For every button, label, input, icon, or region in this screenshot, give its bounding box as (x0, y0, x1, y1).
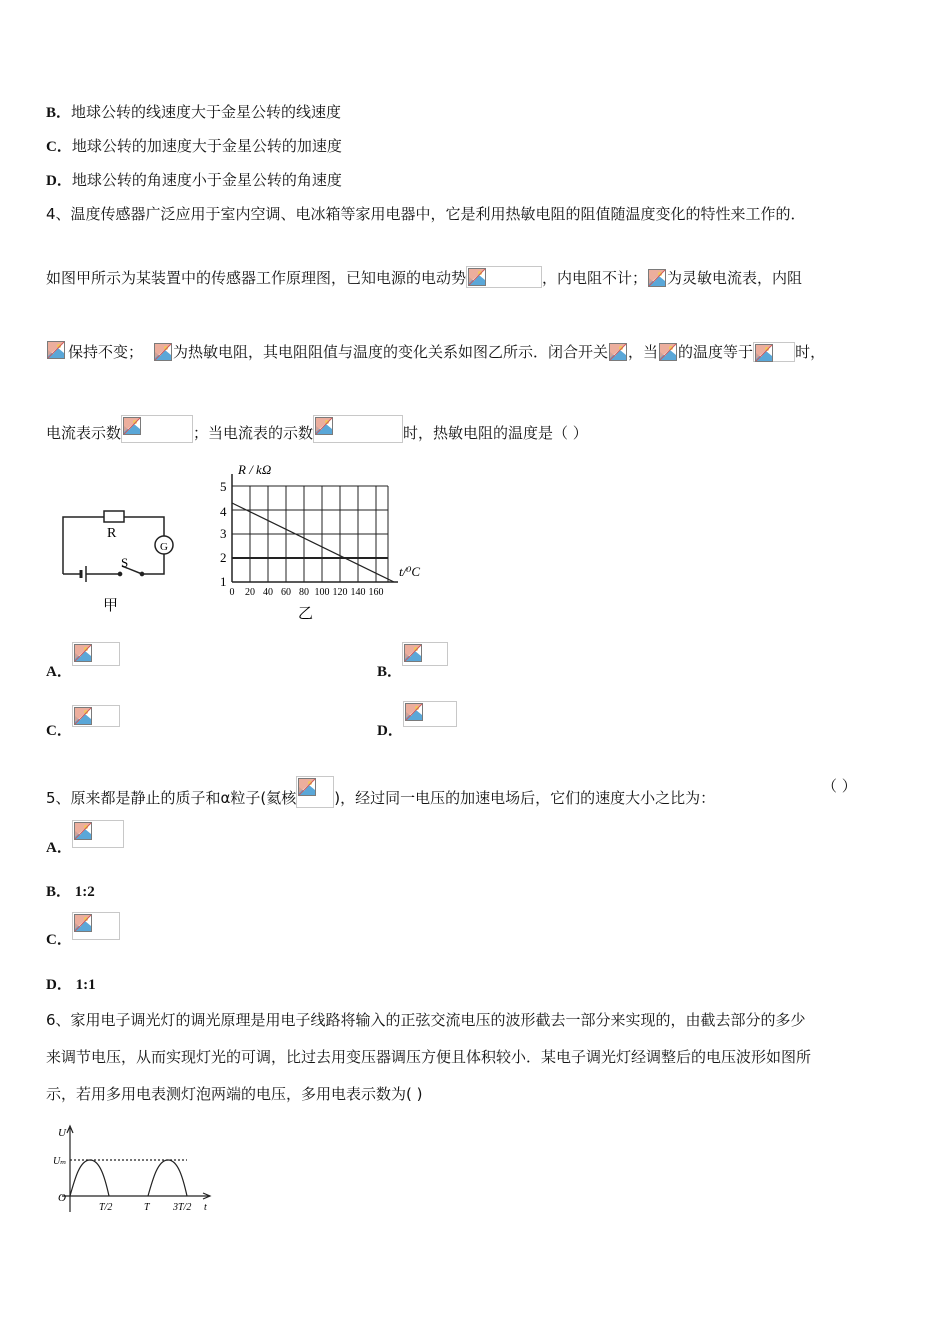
text: 如图甲所示为某装置中的传感器工作原理图，已知电源的电动势 (46, 269, 467, 287)
waveform-t-half-label: T/2 (99, 1202, 113, 1213)
image-placeholder-icon (755, 344, 773, 362)
voltage-waveform-figure (52, 1122, 222, 1218)
text: 为灵敏电流表，内阻 (667, 269, 803, 287)
q5-answer-paren: （ ） (822, 777, 857, 795)
graph-xlabel: t/⁰C (399, 564, 421, 579)
resistance-line (232, 503, 394, 582)
image-placeholder-icon (298, 778, 316, 796)
option-label: C． (46, 139, 72, 155)
s-symbol-image (608, 342, 628, 362)
temperature-value-image (753, 342, 795, 362)
ytick: 3 (220, 526, 227, 541)
text: 时， (795, 343, 826, 361)
q4-option-a (46, 642, 120, 681)
text: ；当电流表的示数 (193, 424, 314, 442)
q3-option-b (46, 102, 341, 123)
option-text: 地球公转的角速度小于金星公转的角速度 (71, 171, 342, 189)
q5-option-c (46, 912, 120, 949)
q5-option-b: B． 1:2 (46, 884, 95, 900)
graph-yticks (220, 479, 227, 589)
text: 的温度等于 (678, 343, 754, 361)
q4-option-c (46, 705, 120, 740)
resistor-label: R (107, 526, 117, 541)
q3-option-d (46, 170, 342, 191)
switch-label: S (121, 555, 129, 570)
ytick: 1 (220, 574, 227, 589)
circuit-diagram-jia (56, 502, 181, 614)
graph-grid (232, 474, 398, 582)
option-label: C． (46, 723, 72, 739)
text: ，内电阻不计； (542, 269, 648, 287)
option-label: A． (46, 664, 72, 680)
q4-option-d (377, 701, 457, 740)
r-symbol-image-2 (658, 342, 678, 362)
graph-xticks (230, 587, 384, 598)
option-label: B． (377, 664, 403, 680)
image-placeholder-icon (74, 914, 92, 932)
option-label: C． (46, 932, 72, 948)
rg-symbol-image (46, 340, 68, 362)
q4-stem-line3 (46, 340, 825, 362)
waveform-t-3half-label: 3T/2 (173, 1202, 192, 1213)
xtick: 160 (368, 587, 384, 598)
waveform-ylabel: U (58, 1127, 66, 1139)
xtick: 40 (263, 587, 273, 598)
option-b-image (402, 642, 448, 666)
q5-option-a (46, 820, 124, 857)
text: 电流表示数 (46, 424, 122, 442)
r-symbol-image (153, 342, 173, 362)
q5-stem (46, 776, 715, 808)
image-placeholder-icon (123, 417, 141, 435)
q4-option-b (377, 642, 448, 681)
image-placeholder-icon (609, 343, 627, 361)
xtick: 60 (281, 587, 291, 598)
figure-caption-jia: 甲 (103, 598, 119, 614)
text: 5、原来都是静止的质子和α粒子(氦核 (46, 789, 297, 807)
xtick: 0 (229, 587, 235, 598)
emf-formula-image (466, 266, 542, 288)
xtick: 80 (299, 587, 309, 598)
text: 时，热敏电阻的温度是（ ） (403, 424, 588, 442)
resistor-symbol (104, 511, 124, 522)
q4-stem-line2 (46, 266, 802, 288)
waveform-hump-2 (148, 1160, 187, 1196)
image-placeholder-icon (47, 341, 65, 359)
option-text: 地球公转的加速度大于金星公转的加速度 (71, 137, 342, 155)
xtick: 140 (350, 587, 366, 598)
q4-stem-line4 (46, 415, 588, 443)
option-d-image (403, 701, 457, 727)
image-placeholder-icon (154, 343, 172, 361)
q3-option-c (46, 136, 342, 157)
galvanometer-symbol-image (647, 268, 667, 288)
option-text: 地球公转的线速度大于金星公转的线速度 (71, 103, 342, 121)
waveform-hump-1 (70, 1160, 109, 1196)
q4-stem-line1: 4、温度传感器广泛应用于室内空调、电冰箱等家用电器中，它是利用热敏电阻的阻值随温度变化的特性来工作的． (46, 205, 806, 223)
text: 为热敏电阻，其电阻阻值与温度的变化关系如图乙所示．闭合开关 (173, 343, 609, 361)
image-placeholder-icon (468, 268, 486, 286)
option-a-image (72, 820, 124, 848)
waveform-t-axis-label: t (204, 1202, 207, 1213)
q6-stem-line3: 示，若用多用电表测灯泡两端的电压，多用电表示数为( ) (46, 1085, 423, 1103)
text: )，经过同一电压的加速电场后，它们的速度大小之比为： (334, 789, 716, 807)
image-placeholder-icon (659, 343, 677, 361)
option-label: D． (46, 173, 72, 189)
option-label: A． (46, 840, 72, 856)
image-placeholder-icon (648, 269, 666, 287)
option-label: B． (46, 105, 72, 121)
option-label: D． (377, 723, 403, 739)
ytick: 2 (220, 550, 227, 565)
ytick: 4 (220, 504, 227, 519)
waveform-origin-label: O (58, 1192, 66, 1204)
xtick: 120 (332, 587, 348, 598)
current-value-image-2 (313, 415, 403, 443)
helium-nucleus-image (296, 776, 334, 808)
image-placeholder-icon (404, 644, 422, 662)
ytick: 5 (220, 479, 227, 494)
image-placeholder-icon (315, 417, 333, 435)
waveform-um-label: Uₘ (53, 1156, 67, 1167)
text: 保持不变； (68, 343, 144, 361)
image-placeholder-icon (405, 703, 423, 721)
graph-ylabel: R / kΩ (238, 462, 272, 477)
q6-stem-line2: 来调节电压，从而实现灯光的可调，比过去用变压器调压方便且体积较小．某电子调光灯经调整后的电压波形如图所 (46, 1048, 812, 1066)
image-placeholder-icon (74, 644, 92, 662)
text: ，当 (628, 343, 659, 361)
graph-yi (212, 462, 440, 624)
waveform-t-full-label: T (144, 1202, 150, 1213)
xtick: 100 (314, 587, 330, 598)
q5-option-d: D． 1:1 (46, 977, 96, 993)
option-c-image (72, 705, 120, 727)
option-c-image (72, 912, 120, 940)
figure-caption-yi: 乙 (298, 606, 314, 622)
option-a-image (72, 642, 120, 666)
current-value-image-1 (121, 415, 193, 443)
xtick: 20 (245, 587, 255, 598)
q6-stem-line1: 6、家用电子调光灯的调光原理是用电子线路将输入的正弦交流电压的波形截去一部分来实现的，由截去部分的多少 (46, 1011, 806, 1029)
image-placeholder-icon (74, 707, 92, 725)
meter-label: G (160, 541, 168, 553)
image-placeholder-icon (74, 822, 92, 840)
